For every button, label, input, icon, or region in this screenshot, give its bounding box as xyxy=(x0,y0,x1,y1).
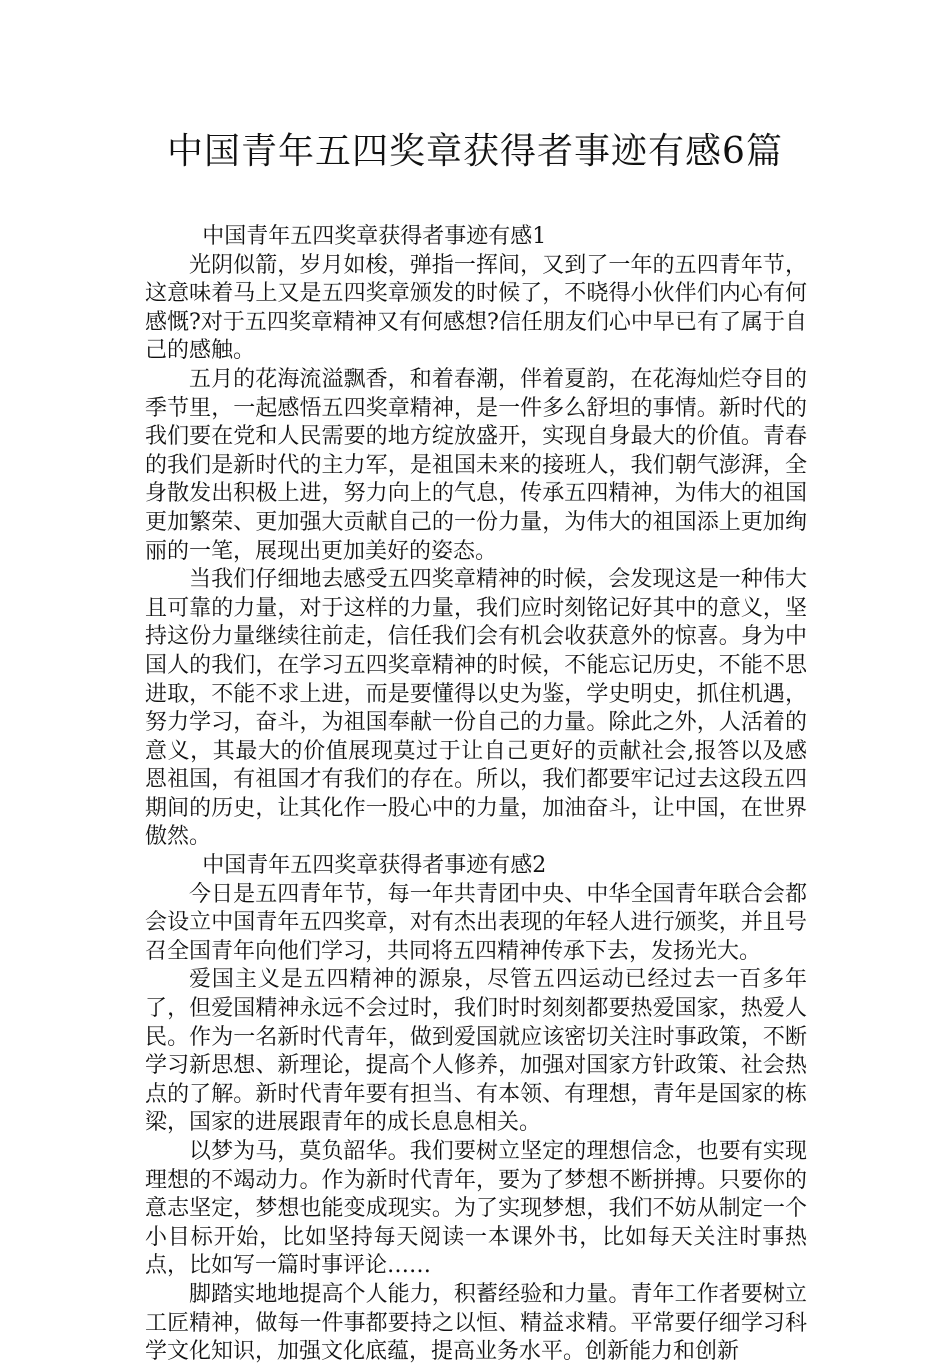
paragraph: 脚踏实地地提高个人能力，积蓄经验和力量。青年工作者要树立工匠精神，做每一件事都要持之以恒、精益求精。平常要仔细学习科学文化知识，加强文化底蕴，提高业务水平。创新能力和创新 xyxy=(145,1281,807,1365)
section-heading: 中国青年五四奖章获得者事迹有感2 xyxy=(202,853,547,879)
paragraph: 光阴似箭，岁月如梭，弹指一挥间，又到了一年的五四青年节，这意味着马上又是五四奖章颁发的时候了，不晓得小伙伴们内心有何感慨?对于五四奖章精神又有何感想?信任朋友们心中早已有了属于自己的感触。 xyxy=(145,252,807,364)
paragraph: 以梦为马，莫负韶华。我们要树立坚定的理想信念，也要有实现理想的不竭动力。作为新时代青年，要为了梦想不断拼搏。只要你的意志坚定，梦想也能变成现实。为了实现梦想，我们不妨从制定一个小目标开始，比如坚持每天阅读一本课外书，比如每天关注时事热点，比如写一篇时事评论…… xyxy=(145,1139,807,1279)
paragraph: 今日是五四青年节，每一年共青团中央、中华全国青年联合会都会设立中国青年五四奖章，对有杰出表现的年轻人进行颁奖，并且号召全国青年向他们学习，共同将五四精神传承下去，发扬光大。 xyxy=(145,881,807,964)
paragraph: 五月的花海流溢飘香，和着春潮，伴着夏韵，在花海灿烂夺目的季节里，一起感悟五四奖章精神，是一件多么舒坦的事情。新时代的我们要在党和人民需要的地方绽放盛开，实现自身最大的价值。青春的我们是新时代的主力军，是祖国未来的接班人，我们朝气澎湃，全身散发出积极上进，努力向上的气息，传承五四精神，为伟大的祖国更加繁荣、更加强大贡献自己的一份力量，为伟大的祖国添上更加绚丽的一笔，展现出更加美好的姿态。 xyxy=(145,366,807,564)
section-heading: 中国青年五四奖章获得者事迹有感1 xyxy=(202,224,547,249)
page-title: 中国青年五四奖章获得者事迹有感6篇 xyxy=(167,131,783,172)
paragraph: 爱国主义是五四精神的源泉，尽管五四运动已经过去一百多年了，但爱国精神永远不会过时，我们时时刻刻都要热爱国家，热爱人民。作为一名新时代青年，做到爱国就应该密切关注时事政策，不断学习新思想、新理论，提高个人修养，加强对国家方针政策、社会热点的了解。新时代青年要有担当、有本领、有理想，青年是国家的栋梁，国家的进展跟青年的成长息息相关。 xyxy=(145,967,807,1136)
document-body xyxy=(145,223,807,1367)
paragraph: 当我们仔细地去感受五四奖章精神的时候，会发现这是一种伟大且可靠的力量，对于这样的力量，我们应时刻铭记好其中的意义，坚持这份力量继续往前走，信任我们会有机会收获意外的惊喜。身为中国人的我们，在学习五四奖章精神的时候，不能忘记历史，不能不思进取，不能不求上进，而是要懂得以史为鉴，学史明史，抓住机遇，努力学习，奋斗，为祖国奉献一份自己的力量。除此之外，人活着的意义，其最大的价值展现莫过于让自己更好的贡献社会,报答以及感恩祖国，有祖国才有我们的存在。所以，我们都要牢记过去这段五四期间的历史，让其化作一股心中的力量，加油奋斗，让中国，在世界傲然。 xyxy=(145,567,807,850)
